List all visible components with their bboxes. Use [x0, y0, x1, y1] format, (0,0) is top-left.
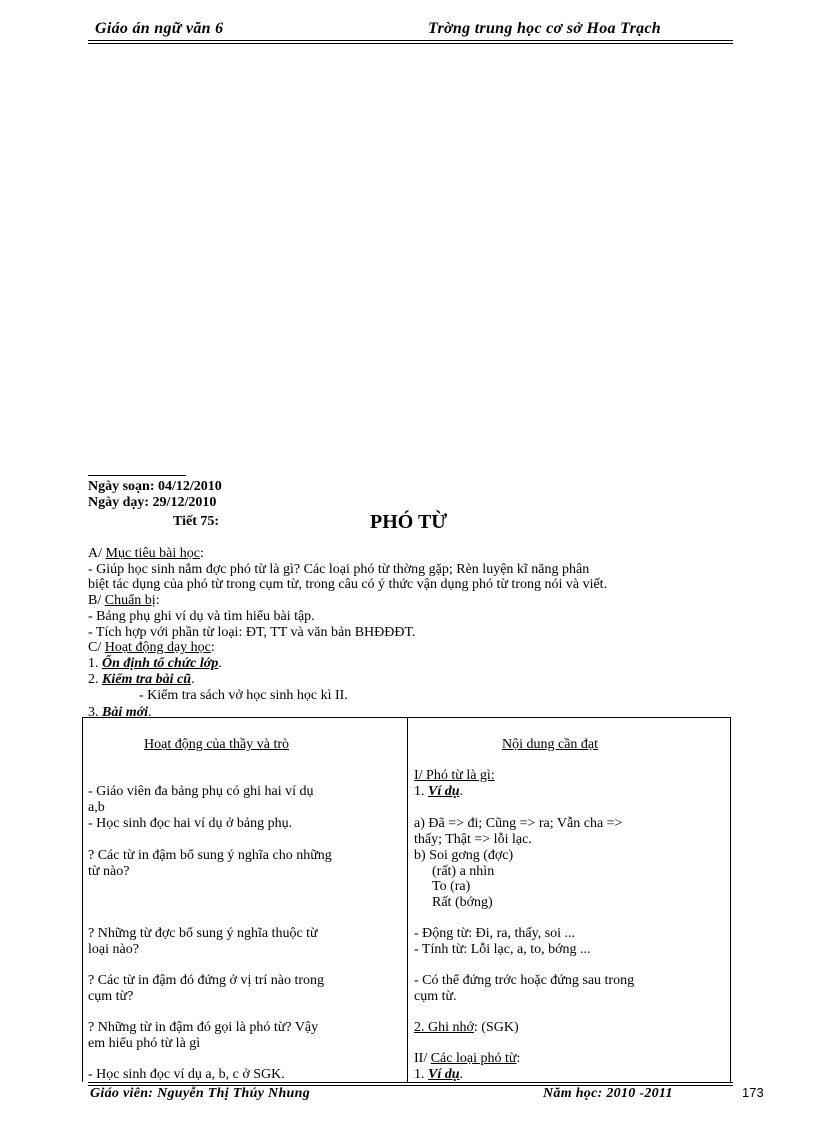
- right-section-1-heading: I/ Phó từ là gì:: [414, 768, 495, 783]
- section-a-line2: biệt tác dụng của phó từ trong cụm từ, trong câu có ý thức vận dụng phó từ trong nói và viết.: [88, 577, 608, 592]
- date-taught: Ngày dạy: 29/12/2010: [88, 495, 217, 510]
- left-row-11: em hiểu phó từ là gì: [88, 1036, 201, 1051]
- footer-right: Năm học: 2010 -2011: [543, 1086, 673, 1101]
- header-right: Trờng trung học cơ sở Hoa Trạch: [428, 20, 662, 37]
- page-number: 173: [742, 1085, 764, 1100]
- section-c-heading: C/ Hoạt động dạy học:: [88, 640, 215, 655]
- left-row-8: ? Các từ in đậm đó đứng ở vị trí nào trong: [88, 973, 325, 988]
- step-3: 3. Bài mới.: [88, 705, 152, 720]
- col-right-header: Nội dung cần đạt: [502, 737, 599, 752]
- right-row-6: (rất) a nhìn: [432, 864, 495, 879]
- meta-rule: [88, 475, 186, 476]
- left-row-5: từ nào?: [88, 864, 130, 879]
- step-2: 2. Kiểm tra bài cũ.: [88, 672, 195, 687]
- header-rule-bottom: [88, 43, 733, 44]
- header-left: Giáo án ngữ văn 6: [95, 20, 224, 37]
- left-row-1: - Giáo viên đa bảng phụ có ghi hai ví dụ: [88, 784, 314, 799]
- step-2-line: - Kiểm tra sách vở học sinh học kì II.: [139, 688, 348, 703]
- right-row-12: cụm từ.: [414, 989, 457, 1004]
- table-column-divider: [407, 718, 408, 1082]
- left-row-9: cụm từ?: [88, 989, 134, 1004]
- right-example-2: 1. Ví dụ.: [414, 1067, 464, 1082]
- section-a-line1: - Giúp học sinh nắm đợc phó từ là gì? Các loại phó từ thờng gặp; Rèn luyện kĩ năng phân: [88, 562, 590, 577]
- right-row-10: - Tính từ: Lỗi lạc, a, to, bớng ...: [414, 942, 591, 957]
- left-row-4: ? Các từ in đậm bổ sung ý nghĩa cho những: [88, 848, 332, 863]
- footer-rule-top: [88, 1082, 733, 1083]
- left-row-12: - Học sinh đọc ví dụ a, b, c ở SGK.: [88, 1067, 285, 1082]
- step-1: 1. Ổn định tổ chức lớp.: [88, 656, 222, 671]
- header-rule-top: [88, 40, 733, 41]
- lesson-title: PHÓ TỪ: [370, 511, 448, 533]
- date-prepared: Ngày soạn: 04/12/2010: [88, 479, 222, 494]
- section-a-heading: A/ Mục tiêu bài học:: [88, 546, 204, 561]
- right-row-7: To (ra): [432, 879, 471, 894]
- col-left-header: Hoạt động của thầy và trò: [144, 737, 290, 752]
- right-example-1: 1. Ví dụ.: [414, 784, 464, 799]
- right-row-3: a) Đã => đi; Cũng => ra; Vẫn cha =>: [414, 816, 623, 831]
- right-row-11: - Có thể đứng trớc hoặc đứng sau trong: [414, 973, 635, 988]
- right-row-8: Rất (bớng): [432, 895, 493, 910]
- left-row-6: ? Những từ đợc bổ sung ý nghĩa thuộc từ: [88, 926, 318, 941]
- section-b-heading: B/ Chuẩn bị:: [88, 593, 160, 608]
- section-b-line1: - Bảng phụ ghi ví dụ và tìm hiểu bài tập.: [88, 609, 315, 624]
- lesson-number: Tiết 75:: [173, 514, 220, 529]
- left-row-3: - Học sinh đọc hai ví dụ ở bảng phụ.: [88, 816, 293, 831]
- right-section-2-heading: II/ Các loại phó từ:: [414, 1051, 521, 1066]
- section-b-line2: - Tích hợp với phần từ loại: ĐT, TT và văn bản BHĐĐĐT.: [88, 625, 416, 640]
- left-row-7: loại nào?: [88, 942, 139, 957]
- right-row-9: - Động từ: Đi, ra, thấy, soi ...: [414, 926, 576, 941]
- right-row-4: thấy; Thật => lỗi lạc.: [414, 832, 532, 847]
- footer-left: Giáo viên: Nguyễn Thị Thúy Nhung: [90, 1086, 311, 1101]
- left-row-2: a,b: [88, 800, 105, 815]
- left-row-10: ? Những từ in đậm đó gọi là phó từ? Vậy: [88, 1020, 319, 1035]
- right-notes: 2. Ghi nhớ: (SGK): [414, 1020, 519, 1035]
- right-row-5: b) Soi gơng (đợc): [414, 848, 514, 863]
